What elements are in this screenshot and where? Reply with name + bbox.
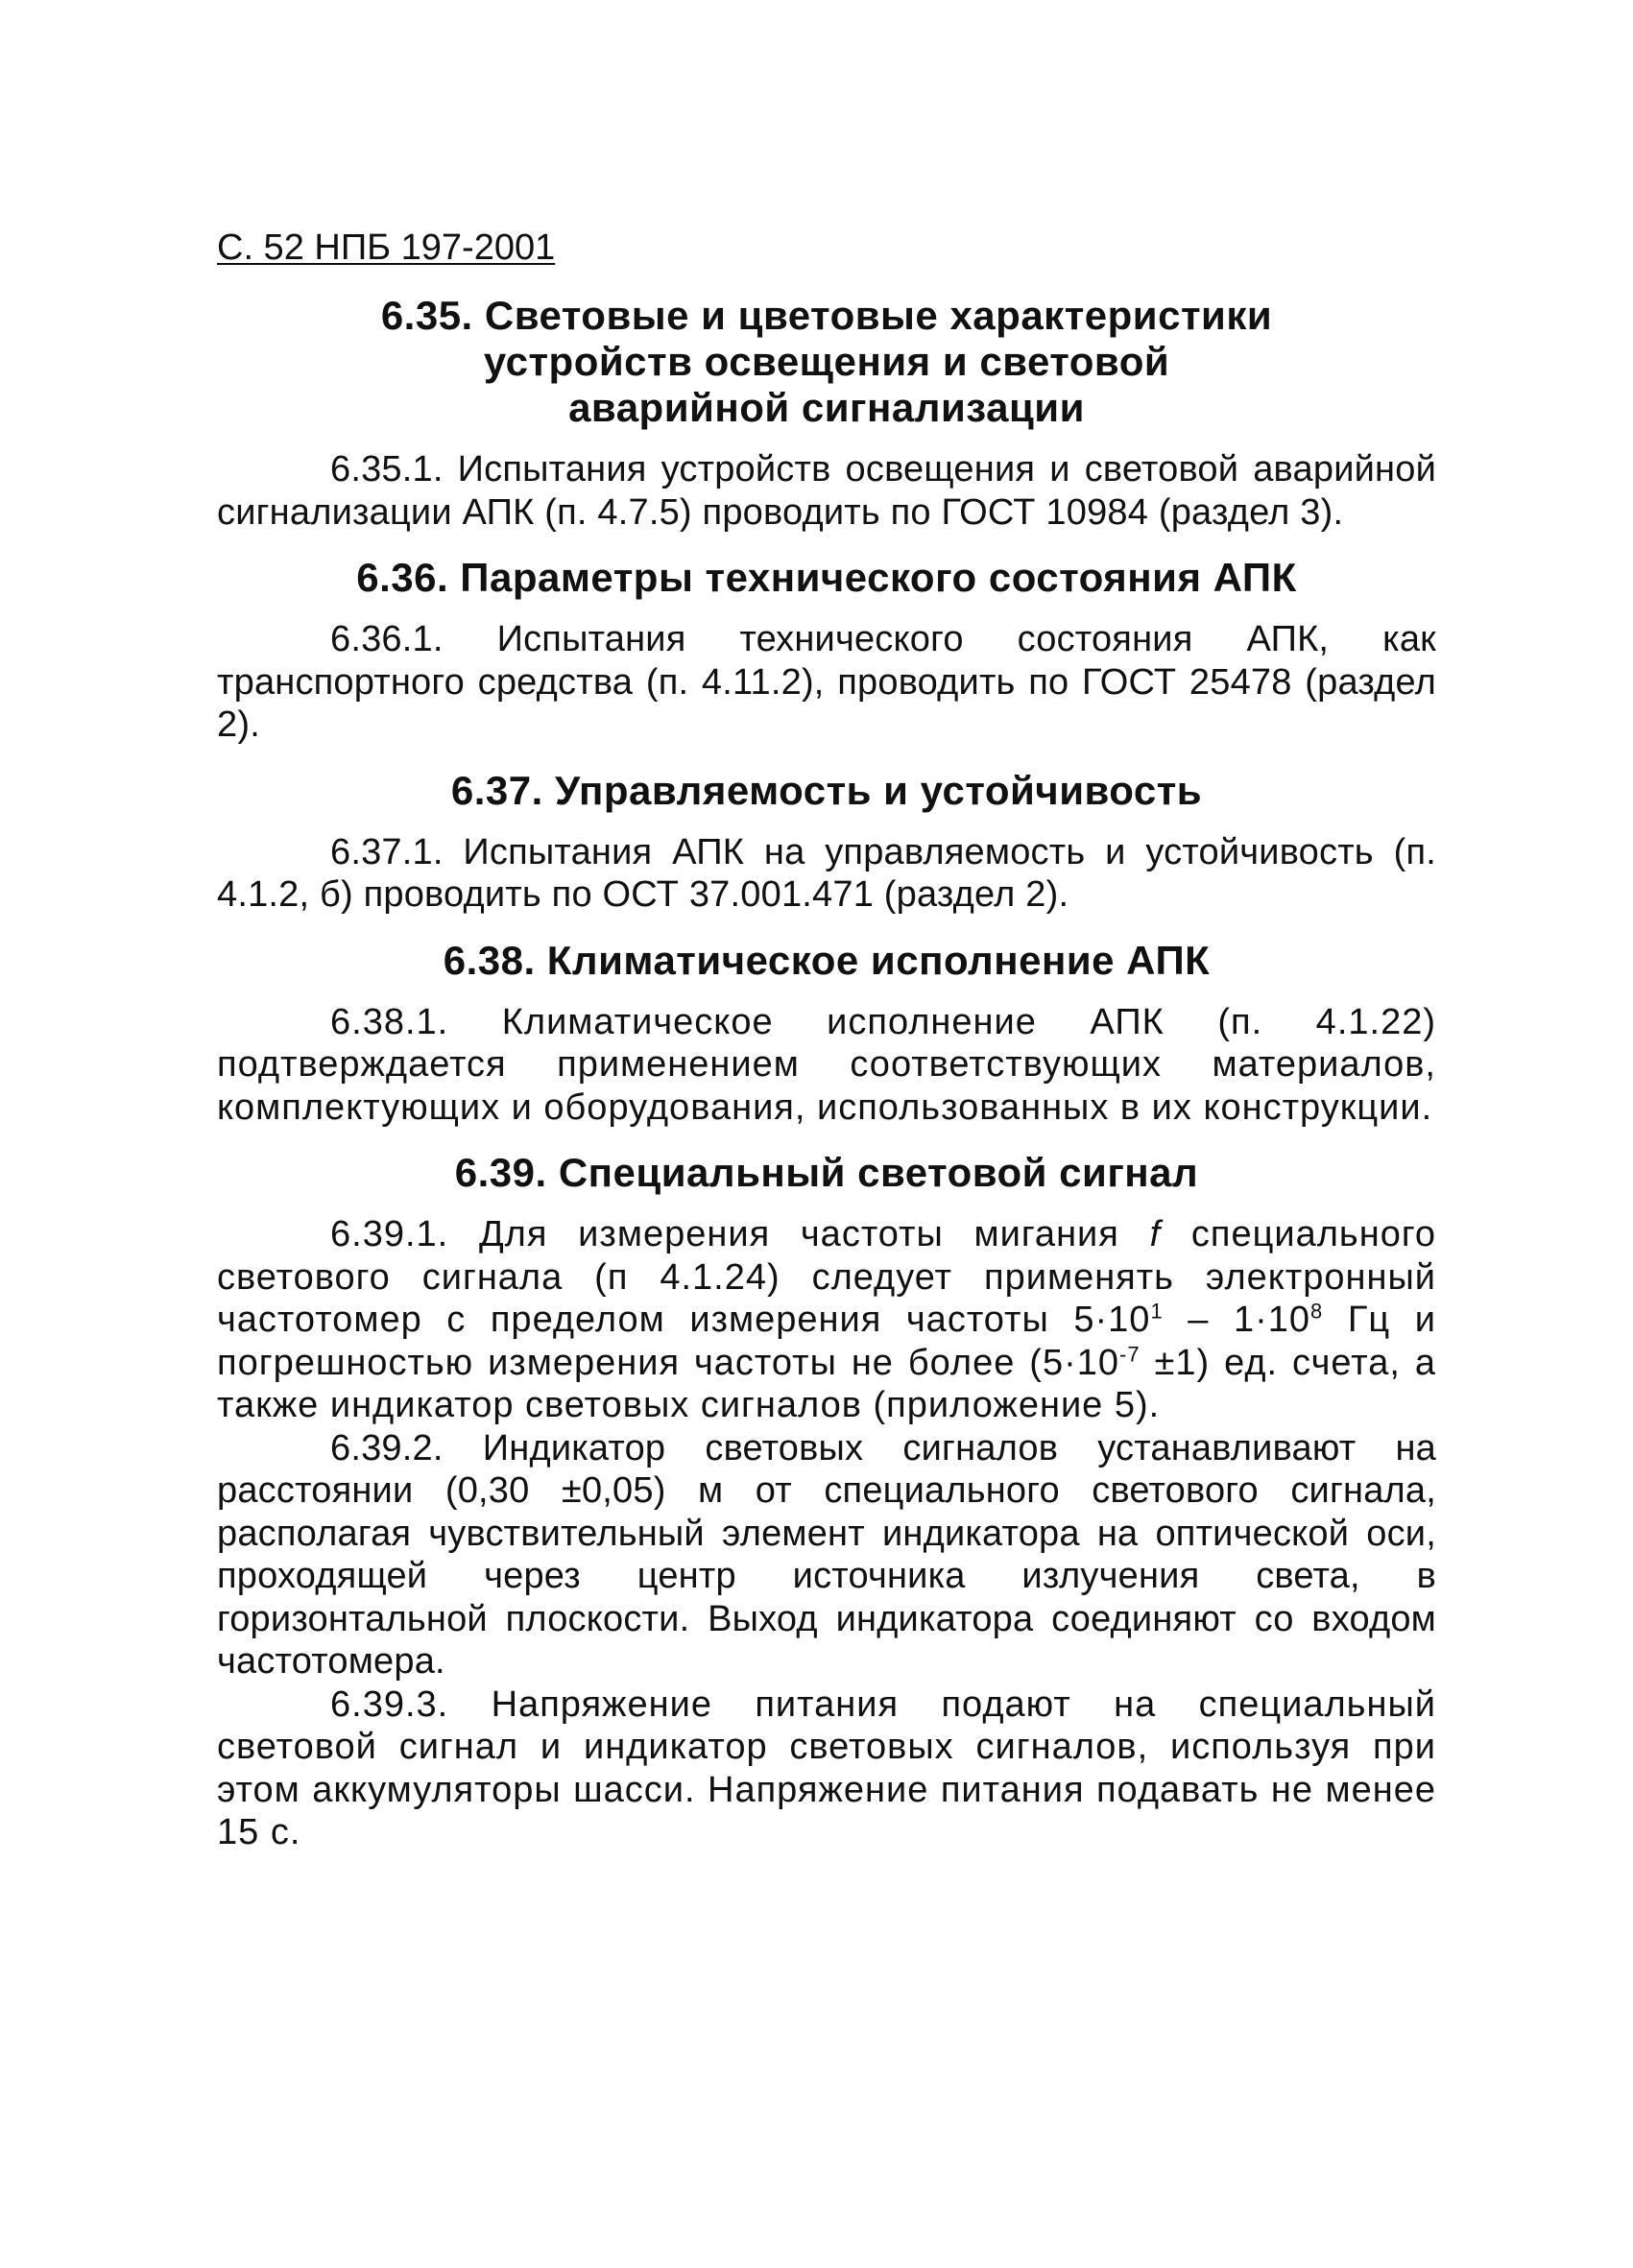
paragraph-6-39-1 [217, 1213, 1436, 1427]
paragraph-6-35-1: 6.35.1. Испытания устройств освещения и световой аварийной сигнализации АПК (п. 4.7.5) проводить по ГОСТ 10984 (раздел 3). [217, 449, 1436, 533]
paragraph-6-38-1: 6.38.1. Климатическое исполнение АПК (п. 4.1.22) подтверждается применением соответствующих материалов, комплектующих и оборудования, использованных в их конструкции. [217, 1001, 1436, 1128]
paragraph-6-39-3: 6.39.3. Напряжение питания подают на специальный световой сигнал и индикатор световых сигналов, используя при этом аккумуляторы шасси. Напряжение питания подавать не менее 15 с. [217, 1683, 1436, 1852]
paragraph-text: – 1·10 [1163, 1300, 1311, 1340]
section-title-line: устройств освещения и световой [483, 339, 1170, 384]
section-title-line: 6.36. Параметры технического состояния АПК [356, 555, 1297, 600]
section-title-6-36 [217, 555, 1436, 601]
section-title-line: аварийной сигнализации [568, 385, 1085, 430]
document-page [217, 226, 1436, 1854]
paragraph-text: специального светового сигнала (п 4.1.24) следует применять электронный частотомер с пределом измерения частоты 5·10 [217, 1214, 1436, 1340]
exponent: 8 [1310, 1299, 1324, 1324]
paragraph-6-37-1: 6.37.1. Испытания АПК на управляемость и устойчивость (п. 4.1.2, б) проводить по ОСТ 37.001.471 (раздел 2). [217, 831, 1436, 915]
paragraph-6-39-2: 6.39.2. Индикатор световых сигналов устанавливают на расстоянии (0,30 ±0,05) м от специального светового сигнала, располагая чувствительный элемент индикатора на оптической оси, проходящей через центр источника излучения света, в горизонтальной плоскости. Выход индикатора соединяют со входом частотомера. [217, 1427, 1436, 1682]
section-title-line: 6.39. Специальный световой сигнал [454, 1150, 1199, 1195]
section-title-line: 6.37. Управляемость и устойчивость [450, 767, 1203, 813]
section-title-6-39 [217, 1150, 1436, 1196]
section-title-6-37 [217, 768, 1436, 814]
paragraph-text: ±1) ед. счета, а также индикатор световых сигналов (приложение 5). [217, 1342, 1437, 1425]
exponent: -7 [1119, 1341, 1141, 1366]
section-title-6-38 [217, 938, 1436, 984]
section-title-line: 6.38. Климатическое исполнение АПК [443, 937, 1211, 983]
paragraph-text: Гц и погрешностью измерения частоты не более (5·10 [217, 1300, 1436, 1383]
exponent: 1 [1150, 1299, 1164, 1324]
frequency-symbol: f [1149, 1214, 1162, 1254]
page-header: С. 52 НПБ 197-2001 [217, 227, 556, 268]
section-title-line: 6.35. Световые и цветовые характеристики [380, 293, 1273, 338]
paragraph-6-36-1: 6.36.1. Испытания технического состояния АПК, как транспортного средства (п. 4.11.2), проводить по ГОСТ 25478 (раздел 2). [217, 619, 1436, 745]
section-title-6-35 [217, 293, 1436, 431]
paragraph-text: 6.39.1. Для измерения частоты мигания [330, 1214, 1150, 1254]
